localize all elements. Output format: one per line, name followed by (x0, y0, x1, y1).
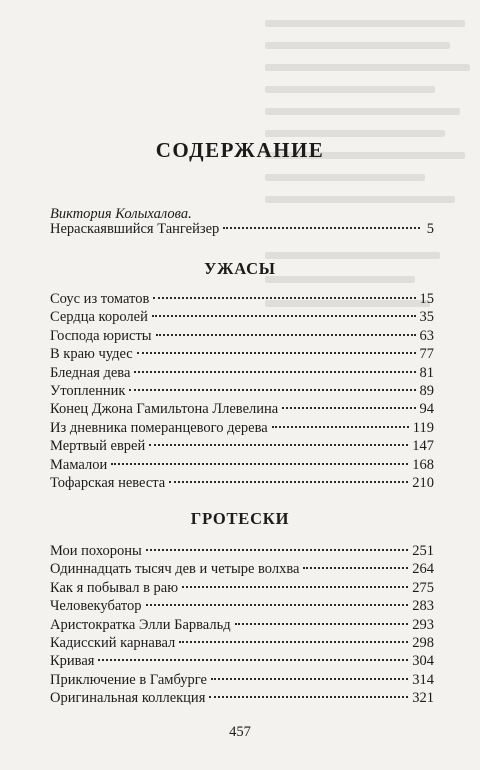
entry-page: 119 (412, 419, 434, 436)
dot-leader (272, 426, 409, 428)
page-title: СОДЕРЖАНИЕ (155, 138, 325, 162)
entry-title: Мои похороны (50, 543, 142, 559)
entry-title: Человекубатор (50, 598, 142, 615)
entry-page: 321 (412, 690, 434, 707)
list-item (50, 220, 434, 238)
dot-leader (303, 567, 408, 569)
entry-page: 264 (412, 561, 434, 578)
entry-page: 298 (412, 634, 434, 651)
list-item (50, 542, 434, 560)
dot-leader (182, 586, 408, 588)
entry-title: Одиннадцать тысяч дев и четыре волхва (50, 561, 300, 578)
intro-list (50, 220, 434, 238)
entry-page: 147 (412, 438, 434, 455)
entry-title: Кадисский карнавал (50, 634, 176, 651)
dot-leader (153, 297, 415, 299)
entry-title: Бледная дева (50, 364, 131, 381)
dot-leader (235, 623, 409, 625)
list-item (50, 308, 434, 326)
list-item (50, 671, 434, 689)
entry-page: 168 (412, 456, 434, 473)
list-item (50, 597, 434, 615)
list-item (50, 364, 434, 382)
list-item (50, 579, 434, 597)
entry-page: 89 (419, 382, 434, 399)
entry-page: 283 (412, 598, 434, 615)
dot-leader (209, 696, 408, 698)
list-item (50, 437, 434, 455)
dot-leader (156, 334, 416, 336)
entry-title: Тофарская невеста (50, 474, 166, 491)
entry-page: 81 (419, 364, 434, 381)
author-name: Виктория Колыхалова. (50, 206, 192, 222)
dot-leader (211, 678, 408, 680)
dot-leader (179, 641, 408, 643)
entry-title: Как я побывал в раю (50, 579, 179, 596)
entry-title: Сердца королей (50, 309, 148, 326)
list-item (50, 616, 434, 634)
dot-leader (137, 352, 416, 354)
dot-leader (149, 444, 408, 446)
list-item (50, 419, 434, 437)
entry-page: 210 (412, 474, 434, 491)
entry-page: 314 (412, 671, 434, 688)
entry-title: Кривая (50, 653, 95, 670)
entry-title: Из дневника померанцевого дерева (50, 419, 268, 436)
list-item (50, 382, 434, 400)
entry-title: Соус из томатов (50, 291, 150, 307)
grotesques-list (50, 542, 434, 708)
entry-title: Конец Джона Гамильтона Ллевелина (50, 401, 279, 418)
entry-title: Нераскаявшийся Тангейзер (50, 221, 220, 237)
page-number: 457 (229, 724, 251, 740)
entry-page: 94 (419, 401, 434, 418)
list-item (50, 345, 434, 363)
dot-leader (146, 549, 408, 551)
list-item (50, 290, 434, 308)
dot-leader (152, 315, 416, 317)
list-item (50, 456, 434, 474)
entry-title: Утопленник (50, 382, 126, 399)
dot-leader (98, 659, 408, 661)
entry-title: Оригинальная коллекция (50, 690, 206, 707)
list-item (50, 560, 434, 578)
section-heading-grotesques: ГРОТЕСКИ (190, 509, 290, 528)
entry-title: Господа юристы (50, 327, 152, 344)
entry-page: 77 (419, 346, 434, 363)
entry-page: 275 (412, 579, 434, 596)
dot-leader (111, 463, 408, 465)
list-item (50, 400, 434, 418)
dot-leader (129, 389, 415, 391)
entry-page: 251 (412, 543, 434, 559)
entry-title: В краю чудес (50, 346, 133, 363)
entry-page: 5 (426, 221, 434, 237)
horror-list (50, 290, 434, 492)
entry-title: Мертвый еврей (50, 438, 146, 455)
entry-page: 35 (419, 309, 434, 326)
dot-leader (134, 371, 415, 373)
entry-page: 15 (419, 291, 434, 307)
entry-title: Аристократка Элли Барвальд (50, 616, 231, 633)
dot-leader (169, 481, 408, 483)
entry-title: Мамалои (50, 456, 108, 473)
list-item (50, 327, 434, 345)
list-item (50, 634, 434, 652)
entry-page: 63 (419, 327, 434, 344)
list-item (50, 652, 434, 670)
entry-page: 293 (412, 616, 434, 633)
list-item (50, 474, 434, 492)
list-item (50, 689, 434, 707)
entry-title: Приключение в Гамбурге (50, 671, 207, 688)
entry-page: 304 (412, 653, 434, 670)
dot-leader (223, 227, 420, 229)
dot-leader (282, 407, 415, 409)
dot-leader (146, 604, 409, 606)
section-heading-horror: УЖАСЫ (204, 259, 276, 278)
